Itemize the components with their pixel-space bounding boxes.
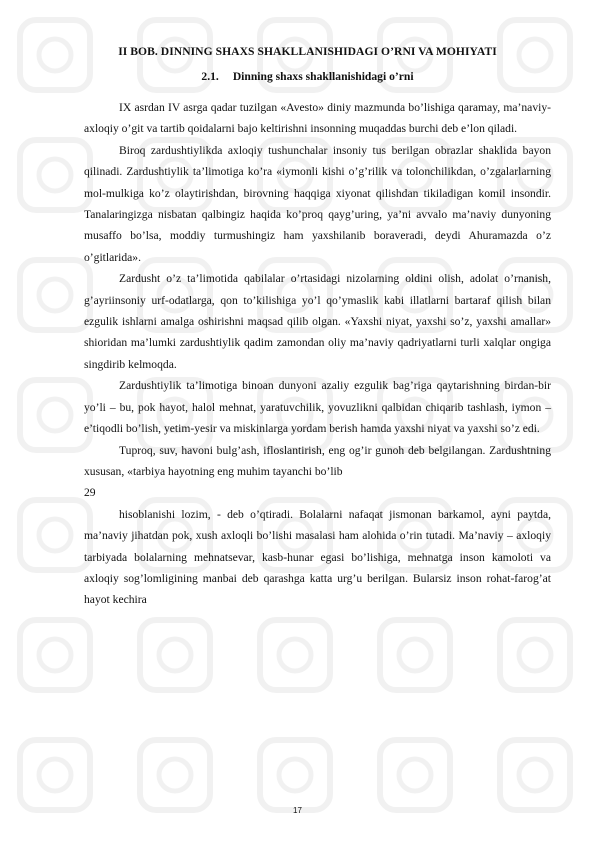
paragraph: Biroq zardushtiylikda axloqiy tushunchalar insoniy tus berilgan obrazlar shaklida bayon qilinadi. Zardushtiylik ta’limotiga ko’ra «iymonli kishi o’g’rilik va tolonchilikdan, o’zgalarlarning mol-mulkiga ko’z olaytirishdan, birovning haqqiga xiyonat qilishdan tikiladigan komil insondir. Tanalaringizga nisbatan qalbingiz haqida ko’proq qayg’uring, ya’ni avvalo ma’naviy dunyoning musaffo bo’lsa, moddiy turmushingiz ham yaxshilanib boraveradi, deydi Ahuramazda o’z o’gitlarida». bbox=[84, 143, 551, 264]
paragraph: Zardushtiylik ta’limotiga binoan dunyoni azaliy ezgulik bag’riga qaytarishning birdan-bir yo’li – bu, pok hayot, halol mehnat, yaratuvchilik, yovuzlikni qalbidan chiqarib tashlash, iymon – e’tiqodli bo’lish, yetim-yesir va miskinlarga yordam berish hamda yaxshi niyat va yaxshi so’z edi. bbox=[84, 379, 551, 436]
page-break-marker: 29 bbox=[84, 486, 96, 500]
paragraph: hisoblanishi lozim, - deb o’qtiradi. Bolalarni nafaqat jismonan barkamol, ayni paytda, ma’naviy jihatdan pok, xush axloqli bo’lishi masalasi ham alohida o’rin tutadi. Ma’naviy – axloqiy tarbiyada bolalarning mehnatsevar, kasb-hunar egasi bo’lishiga, mehnatga inson kamoloti va axloqiy sog’lomligining manbai deb qarashga katta urg’u berilgan. Bularsiz inson rohat-farog’at hayot kechira bbox=[84, 507, 551, 607]
section-number: 2.1. bbox=[201, 70, 219, 83]
body-text bbox=[84, 97, 551, 611]
section-title: Dinning shaxs shakllanishidagi o’rni bbox=[232, 70, 414, 83]
chapter-title: II BOB. DINNING SHAXS SHAKLLANISHIDAGI O’RNI VA MOHIYATI bbox=[118, 45, 497, 58]
section-heading bbox=[60, 70, 555, 83]
paragraph: Zardusht o’z ta’limotida qabilalar o’rtasidagi nizolarning oldini olish, adolat o’rnanish, g’ayriinsoniy urf-odatlarga, qon to’kilishiga yo’l qo’ymaslik kabi illatlarni bartaraf qilish bilan ezgulik ishlarni amalga oshirishni maqsad qilib olgan. «Yaxshi niyat, yaxshi so’z, yaxshi amallar» shioridan ma’lumki zardushtiylik qadim zamondan oliy ma’naviy qadriyatlarni turli xalqlar ongiga singdirib kelmoqda. bbox=[84, 272, 551, 371]
page-number: 17 bbox=[293, 806, 302, 815]
paragraph: IX asrdan IV asrga qadar tuzilgan «Avesto» diniy mazmunda bo’lishiga qaramay, ma’naviy-axloqiy o’git va tartib qoidalarni bajo keltirishni insonning muqaddas burchi deb e’lon qiladi. bbox=[84, 101, 551, 136]
paragraph: Tuproq, suv, havoni bulg’ash, ifloslantirish, eng og’ir gunoh deb belgilangan. Zardushtning xususan, «tarbiya hayotning eng muhim tayanchi bo’lib bbox=[84, 443, 551, 478]
